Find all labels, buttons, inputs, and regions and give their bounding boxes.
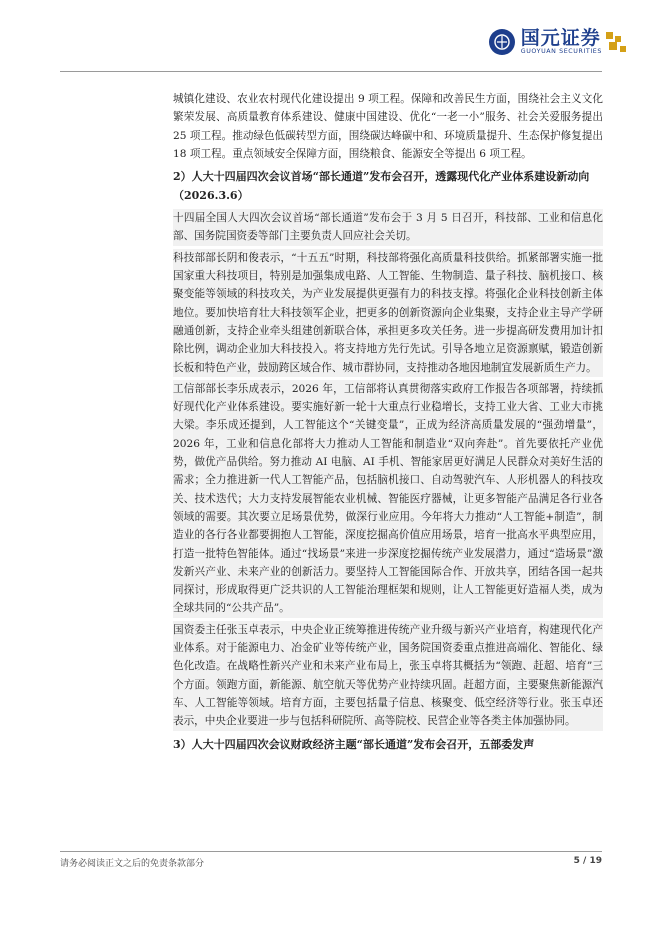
report-body bbox=[173, 90, 603, 758]
footer-disclaimer: 请务必阅读正文之后的免责条款部分 bbox=[60, 859, 205, 869]
logo-english-name: GUOYUAN SECURITIES bbox=[520, 48, 602, 55]
section-heading-2: 2）人大十四届四次会议首场“部长通道”发布会召开，透露现代化产业体系建设新动向（2026.3.6） bbox=[173, 170, 590, 203]
paragraph-projects: 城镇化建设、农业农村现代化建设提出 9 项工程。保障和改善民生方面，围绕社会主义文化繁荣发展、高质量教育体系建设、健康中国建设、优化“一老一小”服务、社会关爱服务提出 25 项工程。推动绿色低碳转型方面，围绕碳达峰碳中和、环境质量提升、生态保护修复提出 18 项工程。重点领域安全保障方面，围绕粮食、能源安全等提出 6 项工程。 bbox=[173, 93, 604, 160]
section-heading-3: 3）人大十四届四次会议财政经济主题“部长通道”发布会召开，五部委发声 bbox=[173, 737, 535, 751]
page-number: 5 / 19 bbox=[573, 856, 602, 866]
paragraph-intro: 十四届全国人大四次会议首场“部长通道”发布会于 3 月 5 日召开，科技部、工业和信息化部、国务院国资委等部门主要负责人回应社会关切。 bbox=[173, 209, 603, 246]
paragraph-sasac: 国资委主任张玉卓表示，中央企业正统筹推进传统产业升级与新兴产业培育，构建现代化产业体系。对于能源电力、冶金矿业等传统产业，国务院国资委重点推进高端化、智能化、绿色化改造。在战略性新兴产业和未来产业布局上，张玉卓将其概括为“领跑、赶超、培育”三个方面。领跑方面，新能源、航空航天等优势产业持续巩固。赶超方面，主要聚焦新能源汽车、人工智能等领域。培育方面，主要包括量子信息、核聚变、低空经济等行业。张玉卓还表示，中央企业要进一步与包括科研院所、高等院校、民营企业等各类主体加强协同。 bbox=[173, 621, 603, 731]
paragraph-miit: 工信部部长李乐成表示，2026 年，工信部将认真贯彻落实政府工作报告各项部署，持续抓好现代化产业体系建设。要实施好新一轮十大重点行业稳增长，支持工业大省、工业大市挑大梁。李乐成还提到，人工智能这个“关键变量”，正成为经济高质量发展的“强劲增量”，2026 年，工业和信息化部将大力推动人工智能和制造业“双向奔赴”。首先要依托产业优势，做优产品供给。努力推动 AI 电脑、AI 手机、智能家居更好满足人民群众对美好生活的需求；全力推进新一代人工智能产品，包括脑机接口、自动驾驶汽车、人形机器人的科技攻关、技术迭代；大力支持发展智能农业机械、智能医疗器械，让更多智能产品满足各行业各领域的需要。其次要立足场景优势，做深行业应用。今年将大力推动“人工智能+制造”，制造业的各行各业都要拥抱人工智能，深度挖掘高价值应用场景，培育一批高水平典型应用，打造一批特色智能体。通过“找场景”来进一步深度挖掘传统产业发展潜力，通过“造场景”激发新兴产业、未来产业的创新活力。要坚持人工智能国际合作、开放共享，团结各国一起共同探讨，形成取得更广泛共识的人工智能治理框架和规则，让人工智能更好造福人类，成为全球共同的“公共产品”。 bbox=[173, 380, 603, 618]
footer-divider bbox=[60, 851, 602, 852]
header-divider bbox=[60, 71, 602, 72]
globe-icon bbox=[489, 29, 515, 55]
gold-squares-icon bbox=[606, 32, 628, 54]
page-header bbox=[0, 0, 662, 72]
logo-chinese-name: 国元证券 bbox=[520, 27, 601, 49]
brand-logo bbox=[489, 28, 602, 56]
paragraph-mst: 科技部部长阴和俊表示，“十五五”时期，科技部将强化高质量科技供给。抓紧部署实施一批国家重大科技项目，特别是加强集成电路、人工智能、生物制造、量子科技、脑机接口、核聚变能等领域的科技攻关，为产业发展提供更强有力的科技支撑。将强化企业科技创新主体地位。要加快培育壮大科技领军企业，把更多的创新资源向企业集聚，支持企业主导产学研融通创新，支持企业牵头组建创新联合体，承担更多攻关任务。进一步提高研发费用加计扣除比例，调动企业加大科技投入。将支持地方先行先试。引导各地立足资源禀赋，锻造创新长板和特色产业，鼓励跨区域合作、城市群协同，支持推动各地因地制宜发展新质生产力。 bbox=[173, 249, 603, 377]
